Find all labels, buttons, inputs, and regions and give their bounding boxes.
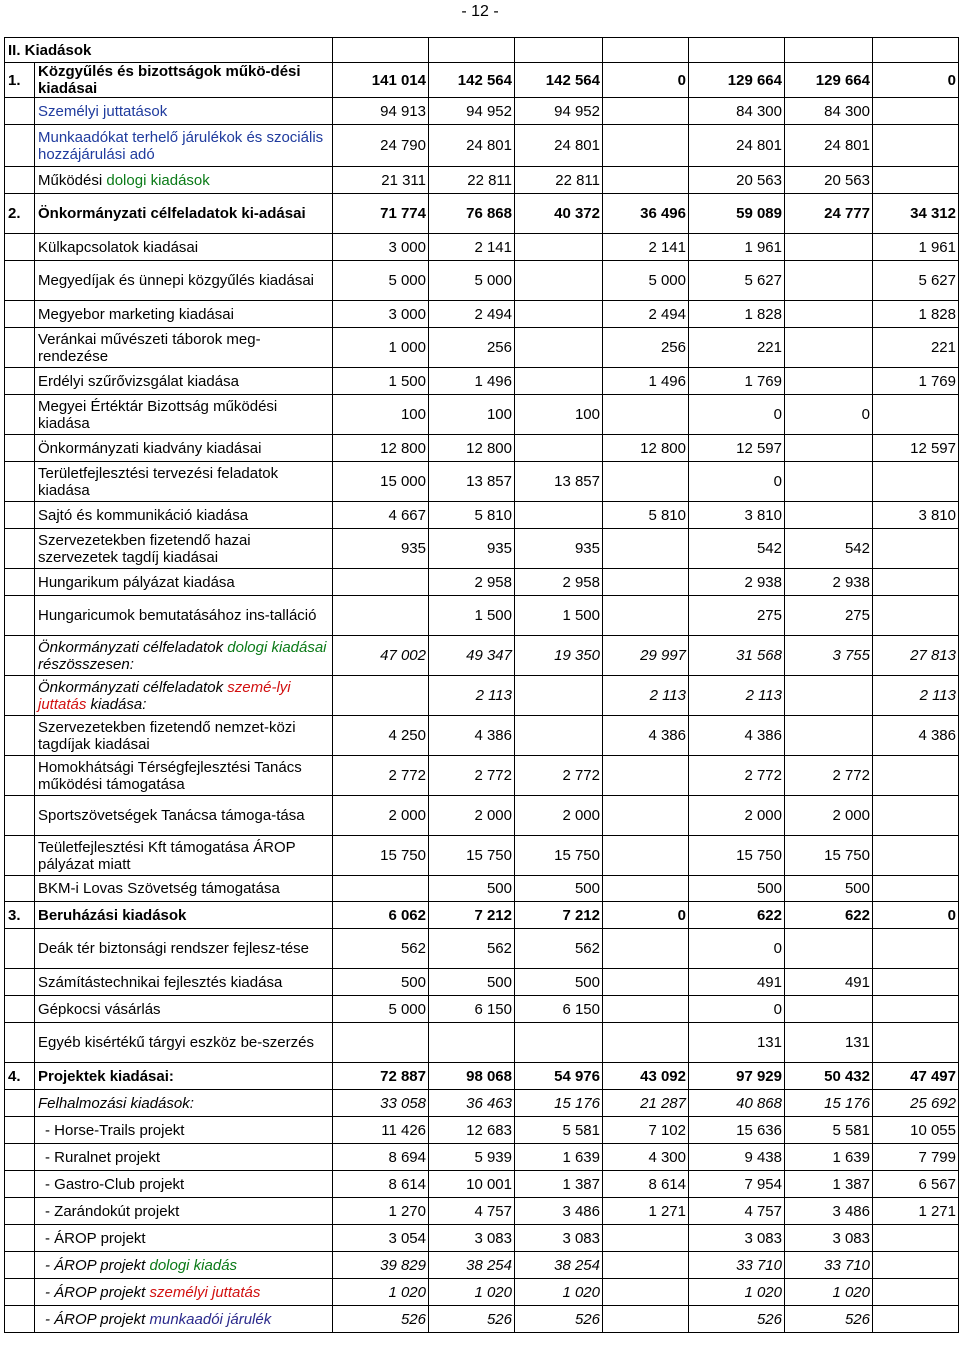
row-label: Önkormányzati kiadvány kiadásai <box>35 435 333 462</box>
row-number: 1. <box>5 63 35 98</box>
row-label: Hungarikum pályázat kiadása <box>35 569 333 596</box>
row-label: Hungaricumok bemutatásához ins-talláció <box>35 596 333 636</box>
table-row: Hungaricumok bemutatásához ins-talláció 1 500 1 500 275 275 <box>5 596 959 636</box>
row-label: - ÁROP projekt <box>35 1225 333 1252</box>
table-row: 2. Önkormányzati célfeladatok ki-adásai 71 774 76 868 40 372 36 496 59 089 24 777 34 312 <box>5 194 959 234</box>
row-label: Önkormányzati célfeladatok dologi kiadásai részösszesen: <box>35 636 333 676</box>
row-label: Erdélyi szűrővizsgálat kiadása <box>35 368 333 395</box>
page-number: - 12 - <box>461 3 499 20</box>
cell-value: 129 664 <box>785 63 873 98</box>
cell-value: 0 <box>873 63 959 98</box>
table-row: Felhalmozási kiadások: 33 058 36 463 15 176 21 287 40 868 15 176 25 692 <box>5 1090 959 1117</box>
row-label: BKM-i Lovas Szövetség támogatása <box>35 876 333 902</box>
row-number: 2. <box>5 194 35 234</box>
table-row: - ÁROP projekt 3 054 3 083 3 083 3 083 3 083 <box>5 1225 959 1252</box>
row-label: Megyedíjak és ünnepi közgyűlés kiadásai <box>35 261 333 301</box>
table-row: 3. Beruházási kiadások 6 062 7 212 7 212 0 622 622 0 <box>5 902 959 929</box>
row-label: Területfejlesztési tervezési feladatok kiadása <box>35 462 333 502</box>
table-row: - Horse-Trails projekt 11 426 12 683 5 581 7 102 15 636 5 581 10 055 <box>5 1117 959 1144</box>
row-label: Veránkai művészeti táborok meg-rendezése <box>35 328 333 368</box>
table-row: Sajtó és kommunikáció kiadása 4 667 5 810 5 810 3 810 3 810 <box>5 502 959 529</box>
table-row: BKM-i Lovas Szövetség támogatása 500 500 500 500 <box>5 876 959 902</box>
table-row: Deák tér biztonsági rendszer fejlesz-tése 562 562 562 0 <box>5 929 959 969</box>
row-label: Deák tér biztonsági rendszer fejlesz-tése <box>35 929 333 969</box>
row-label: Projektek kiadásai: <box>35 1063 333 1090</box>
row-label: Gépkocsi vásárlás <box>35 996 333 1023</box>
row-label: Megyei Értéktár Bizottság működési kiadása <box>35 395 333 435</box>
row-label: Számítástechnikai fejlesztés kiadása <box>35 969 333 996</box>
table-row: - Gastro-Club projekt 8 614 10 001 1 387 8 614 7 954 1 387 6 567 <box>5 1171 959 1198</box>
table-row: Szervezetekben fizetendő nemzet-közi tagdíjak kiadásai 4 250 4 386 4 386 4 386 4 386 <box>5 716 959 756</box>
row-label: Sportszövetségek Tanácsa támoga-tása <box>35 796 333 836</box>
row-label: Szervezetekben fizetendő nemzet-közi tagdíjak kiadásai <box>35 716 333 756</box>
row-label: - ÁROP projekt munkaadói járulék <box>35 1306 333 1333</box>
table-row: Külkapcsolatok kiadásai 3 000 2 141 2 141 1 961 1 961 <box>5 234 959 261</box>
row-label: - ÁROP projekt személyi juttatás <box>35 1279 333 1306</box>
table-row: Személyi juttatások 94 913 94 952 94 952 84 300 84 300 <box>5 98 959 125</box>
row-label: Külkapcsolatok kiadásai <box>35 234 333 261</box>
table-row: Gépkocsi vásárlás 5 000 6 150 6 150 0 <box>5 996 959 1023</box>
row-number: 4. <box>5 1063 35 1090</box>
table-row: 4. Projektek kiadásai: 72 887 98 068 54 976 43 092 97 929 50 432 47 497 <box>5 1063 959 1090</box>
row-label: Önkormányzati célfeladatok szemé-lyi juttatás kiadása: <box>35 676 333 716</box>
cell-value: 0 <box>603 63 689 98</box>
row-label: Beruházási kiadások <box>35 902 333 929</box>
row-label: - Horse-Trails projekt <box>35 1117 333 1144</box>
table-row: Hungarikum pályázat kiadása 2 958 2 958 2 938 2 938 <box>5 569 959 596</box>
section-title: II. Kiadások <box>5 38 333 63</box>
cell-value: 141 014 <box>333 63 429 98</box>
table-row: Teületfejlesztési Kft támogatása ÁROP pályázat miatt 15 750 15 750 15 750 15 750 15 750 <box>5 836 959 876</box>
cell-value: 142 564 <box>429 63 515 98</box>
table-row: Erdélyi szűrővizsgálat kiadása 1 500 1 496 1 496 1 769 1 769 <box>5 368 959 395</box>
row-number: 3. <box>5 902 35 929</box>
table-row: Megyebor marketing kiadásai 3 000 2 494 2 494 1 828 1 828 <box>5 301 959 328</box>
row-label: Teületfejlesztési Kft támogatása ÁROP pályázat miatt <box>35 836 333 876</box>
row-label: - ÁROP projekt dologi kiadás <box>35 1252 333 1279</box>
table-row: Önkormányzati célfeladatok szemé-lyi juttatás kiadása: 2 113 2 113 2 113 2 113 <box>5 676 959 716</box>
cell-value: 129 664 <box>689 63 785 98</box>
row-label: Homokhátsági Térségfejlesztési Tanács működési támogatása <box>35 756 333 796</box>
expenditure-table <box>4 37 959 1333</box>
row-label: Sajtó és kommunikáció kiadása <box>35 502 333 529</box>
row-label: Munkaadókat terhelő járulékok és szociális hozzájárulási adó <box>35 125 333 167</box>
row-label: Egyéb kisértékű tárgyi eszköz be-szerzés <box>35 1023 333 1063</box>
table-row: Önkormányzati kiadvány kiadásai 12 800 12 800 12 800 12 597 12 597 <box>5 435 959 462</box>
table-row: Egyéb kisértékű tárgyi eszköz be-szerzés 131 131 <box>5 1023 959 1063</box>
table-row: Megyedíjak és ünnepi közgyűlés kiadásai 5 000 5 000 5 000 5 627 5 627 <box>5 261 959 301</box>
cell-value: 142 564 <box>515 63 603 98</box>
table-row: Számítástechnikai fejlesztés kiadása 500 500 500 491 491 <box>5 969 959 996</box>
row-label: Önkormányzati célfeladatok ki-adásai <box>35 194 333 234</box>
table-row <box>5 63 959 98</box>
row-label: Közgyűlés és bizottságok műkö-dési kiadásai <box>35 63 333 98</box>
table-row: - Zarándokút projekt 1 270 4 757 3 486 1 271 4 757 3 486 1 271 <box>5 1198 959 1225</box>
table-row: Önkormányzati célfeladatok dologi kiadásai részösszesen: 47 002 49 347 19 350 29 997 31 568 3 755 27 813 <box>5 636 959 676</box>
table-row: - ÁROP projekt munkaadói járulék 526 526 526 526 526 <box>5 1306 959 1333</box>
table-row: - ÁROP projekt személyi juttatás 1 020 1 020 1 020 1 020 1 020 <box>5 1279 959 1306</box>
table-row: Homokhátsági Térségfejlesztési Tanács működési támogatása 2 772 2 772 2 772 2 772 2 772 <box>5 756 959 796</box>
table-row: Megyei Értéktár Bizottság működési kiadása 100 100 100 0 0 <box>5 395 959 435</box>
table-row: - Ruralnet projekt 8 694 5 939 1 639 4 300 9 438 1 639 7 799 <box>5 1144 959 1171</box>
row-label: Személyi juttatások <box>35 98 333 125</box>
table-row: Területfejlesztési tervezési feladatok kiadása 15 000 13 857 13 857 0 <box>5 462 959 502</box>
row-label: - Gastro-Club projekt <box>35 1171 333 1198</box>
row-label: Szervezetekben fizetendő hazai szervezetek tagdíj kiadásai <box>35 529 333 569</box>
table-row: Veránkai művészeti táborok meg-rendezése 1 000 256 256 221 221 <box>5 328 959 368</box>
row-label: Felhalmozási kiadások: <box>35 1090 333 1117</box>
row-label: - Ruralnet projekt <box>35 1144 333 1171</box>
table-row: Szervezetekben fizetendő hazai szervezetek tagdíj kiadásai 935 935 935 542 542 <box>5 529 959 569</box>
row-label: Működési dologi kiadások <box>35 167 333 194</box>
table-row: Munkaadókat terhelő járulékok és szociális hozzájárulási adó 24 790 24 801 24 801 24 801 24 801 <box>5 125 959 167</box>
section-header-row <box>5 38 959 63</box>
table-row: Sportszövetségek Tanácsa támoga-tása 2 000 2 000 2 000 2 000 2 000 <box>5 796 959 836</box>
row-label: Megyebor marketing kiadásai <box>35 301 333 328</box>
table-row: - ÁROP projekt dologi kiadás 39 829 38 254 38 254 33 710 33 710 <box>5 1252 959 1279</box>
row-label: - Zarándokút projekt <box>35 1198 333 1225</box>
table-row: Működési dologi kiadások 21 311 22 811 22 811 20 563 20 563 <box>5 167 959 194</box>
